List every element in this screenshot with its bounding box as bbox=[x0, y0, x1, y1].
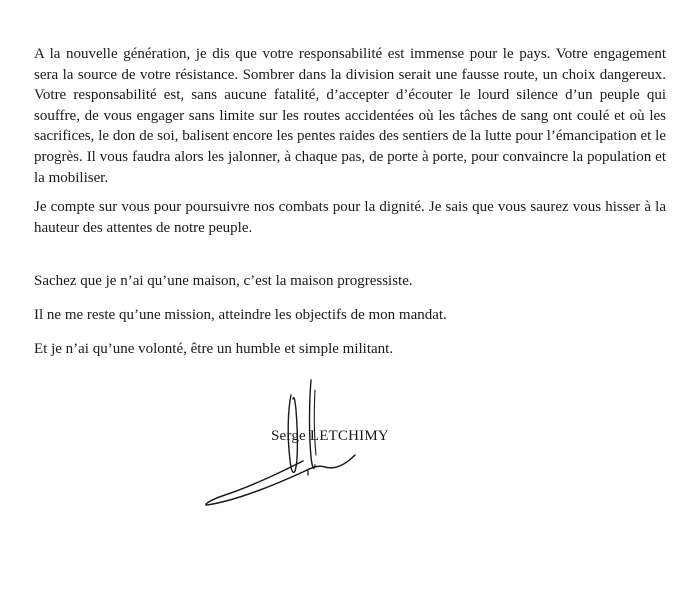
paragraph-one-house: Sachez que je n’ai qu’une maison, c’est la maison progressiste. bbox=[34, 273, 413, 289]
paragraph-count-on-you: Je compte sur vous pour poursuivre nos combats pour la dignité. Je sais que vous saurez vous hisser à la hauteur des attentes de notre peuple. bbox=[34, 199, 666, 236]
paragraph-new-generation: A la nouvelle génération, je dis que votre responsabilité est immense pour le pays. Votre engagement sera la source de votre résistance. Sombrer dans la division serait une fausse route, un choix dangereux. Votre responsabilité est, sans aucune fatalité, d’accepter d’écouter le lourd silence d’un peuple qui souffre, de vous engager sans limite sur les routes accidentées où les tâches de sang ont coulé et où les sacrifices, le don de soi, balisent encore les pentes raides des sentiers de la lutte pour l’émancipation et le progrès. Il vous faudra alors les jalonner, à chaque pas, de porte à porte, pour convaincre la population et la mobiliser. bbox=[34, 46, 666, 186]
paragraph-one-mission: Il ne me reste qu’une mission, atteindre les objectifs de mon mandat. bbox=[34, 307, 447, 323]
signature-block bbox=[195, 375, 455, 515]
handwritten-signature-icon bbox=[195, 375, 455, 515]
signer-name: Serge LETCHIMY bbox=[271, 428, 389, 444]
paragraph-one-will: Et je n’ai qu’une volonté, être un humble et simple militant. bbox=[34, 341, 394, 357]
